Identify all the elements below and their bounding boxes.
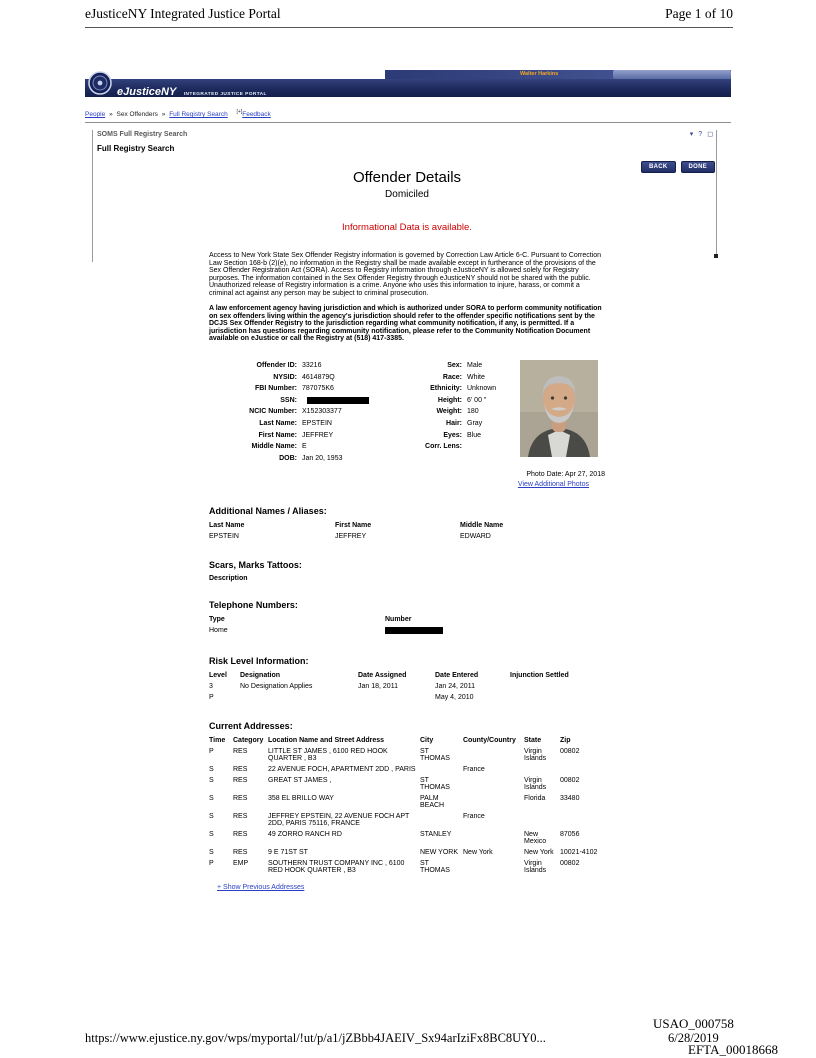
portlet-actions [641,161,715,173]
field-value: Jan 20, 1953 [302,454,343,462]
address-zip: 00802 [560,747,580,755]
informational-data-notice: Informational Data is available. [342,222,472,234]
address-city: NEW YORK [420,848,458,856]
field-value: 180 [467,408,479,416]
phones-table [209,616,605,638]
alias-middle-name: EDWARD [460,532,491,540]
legal-paragraph-2: A law enforcement agency having jurisdiction and which is authorized under SORA to perform community notification on sex offenders living within the agency's jurisdiction should refer to the offender specific notifications sent by the DCJS Sex Offender Registry to the jurisdiction regarding what community notification, if any, is permitted. If a jurisdiction has questions regarding community notification, please refer to the Community Notification Document available on eJustice or call the Registry at (518) 417-3385. [209,305,602,343]
field-row [209,383,409,395]
phones-heading: Telephone Numbers: [209,599,298,610]
address-location: GREAT ST JAMES , [268,776,332,784]
address-county-country [463,775,524,793]
field-value: EPSTEIN [302,419,332,427]
bates-number-usao: USAO_000758 [653,1016,734,1031]
address-row [209,775,605,793]
address-time: S [209,848,214,856]
portal-screenshot [85,70,731,894]
address-zip [560,811,605,829]
address-category: RES [233,776,248,784]
field-label: Height: [437,396,462,404]
show-previous-addresses-link[interactable]: + Show Previous Addresses [217,883,305,891]
col-level: Level [209,671,227,679]
address-zip: 87056 [560,830,580,838]
address-row [209,829,605,847]
brand-name: eJusticeNY [117,86,177,98]
address-location: 358 EL BRILLO WAY [268,794,334,802]
address-row [209,858,605,876]
identity-fields-right [391,360,519,453]
bates-number-efta: EFTA_00018668 [688,1042,778,1057]
address-state [524,811,560,829]
address-category: RES [233,830,248,838]
portlet-kicker: SOMS Full Registry Search [97,131,188,139]
address-zip: 33480 [560,794,580,802]
back-button[interactable]: BACK [641,161,676,173]
address-county-country [463,858,524,876]
risk-row [209,692,605,703]
field-row [209,452,409,464]
address-county-country: France [463,812,485,820]
field-label: Hair: [446,419,462,427]
print-footer-date: 6/28/2019 [668,1031,719,1045]
breadcrumb-people[interactable]: People [85,111,106,119]
field-row [209,406,409,418]
field-row [209,441,409,453]
col-category: Category [233,736,264,744]
portlet-icons [690,131,713,139]
address-time: S [209,776,214,784]
risk-date-entered: May 4, 2010 [435,693,474,701]
field-label: Eyes: [443,431,462,439]
field-value: Male [467,361,483,369]
brand [117,82,267,100]
addresses-table [209,737,605,876]
brand-tagline: INTEGRATED JUSTICE PORTAL [183,92,267,97]
address-location: JEFFREY EPSTEIN, 22 AVENUE FOCH APT 2DD, PARIS 75116, FRANCE [268,812,410,827]
col-first-name: First Name [335,521,372,529]
print-page-number: Page 1 of 10 [665,6,733,21]
field-value: Gray [467,419,483,427]
photo-date: Photo Date: Apr 27, 2018 [526,470,605,478]
field-value: JEFFREY [302,431,334,439]
address-county-country [463,793,524,811]
field-value: 787075K6 [302,385,334,393]
field-row [209,418,409,430]
portlet-left-border [92,130,93,262]
address-location: 22 AVENUE FOCH, APARTMENT 2DD , PARIS [268,765,416,773]
legal-paragraph-1: Access to New York State Sex Offender Registry information is governed by Correction Law Article 6-C. Pursuant to Correction Law Section 168-b (2)(e), no information in the Registry shall be made available except in furtherance of the provisions of the Sex Offender Registration Act (SORA). Access to Registry information through eJusticeNY is allowed solely for Registry purposes. The information contained in the Sex Offender Registry through eJusticeNY should not be shared with the public. Unauthorized release of Registry information is a crime. Anyone who uses this information to injure, harass, or commit a criminal act against any person may be subject to criminal prosecution. [209,252,602,297]
address-row [209,746,605,764]
address-city: ST THOMAS [420,776,450,791]
address-state: Virgin Islands [524,859,547,874]
breadcrumb [85,109,731,118]
address-zip: 00802 [560,776,580,784]
address-time: S [209,812,214,820]
address-county-country [463,746,524,764]
field-label: NCIC Number: [249,408,297,416]
address-time: P [209,747,214,755]
address-row [209,793,605,811]
col-phone-type: Type [209,615,225,623]
risk-injunction [510,692,605,703]
address-city [420,764,463,775]
aliases-heading: Additional Names / Aliases: [209,505,327,516]
address-location: 9 E 71ST ST [268,848,308,856]
field-label: Race: [442,373,462,381]
phone-number [385,625,605,638]
redaction-bar [307,397,369,404]
col-zip: Zip [560,736,571,744]
col-designation: Designation [240,671,281,679]
full-registry-search-portlet [85,123,731,894]
feedback-plus-icon: [+] [236,109,243,115]
field-label: Middle Name: [251,443,297,451]
offender-photo [520,360,598,457]
address-zip [560,764,605,775]
address-county-country: New York [463,848,493,856]
field-label: NYSID: [273,373,297,381]
field-row [391,418,519,430]
portlet-help-icon[interactable]: ? [698,131,703,139]
field-value: White [467,373,485,381]
field-value: Blue [467,431,482,439]
portlet-scrollbar[interactable] [716,130,717,258]
breadcrumb-sex-offenders: Sex Offenders [116,111,158,119]
field-row [391,383,519,395]
address-zip: 00802 [560,859,580,867]
risk-level: P [209,693,214,701]
address-time: S [209,830,214,838]
portlet-title: Full Registry Search [97,144,175,154]
field-label: Corr. Lens: [425,443,462,451]
header-tab [613,70,731,79]
address-location: 49 ZORRO RANCH RD [268,830,342,838]
alias-row [209,531,605,542]
ejusticeny-seal-icon [88,71,112,95]
field-label: Ethnicity: [430,385,462,393]
field-value: Unknown [467,385,497,393]
field-label: Weight: [436,408,462,416]
print-header [85,6,733,28]
field-value: X152303377 [302,408,342,416]
risk-row [209,681,605,692]
address-state [524,764,560,775]
field-row [391,360,519,372]
risk-designation: No Designation Applies [240,682,313,690]
portlet-maximize-icon[interactable]: ◻ [707,131,713,139]
phone-row [209,625,605,638]
col-date-assigned: Date Assigned [358,671,407,679]
address-category: RES [233,794,248,802]
address-state: Virgin Islands [524,776,547,791]
feedback-link[interactable]: Feedback [242,111,271,119]
address-county-country: France [463,765,485,773]
field-value: 4614879Q [302,373,335,381]
address-state: New York [524,848,554,856]
col-date-entered: Date Entered [435,671,479,679]
address-time: P [209,859,214,867]
identity-fields-left [209,360,409,464]
address-location: SOUTHERN TRUST COMPANY INC , 6100 RED HOOK QUARTER , B3 [268,859,405,874]
col-city: City [420,736,434,744]
addresses-heading: Current Addresses: [209,720,293,731]
col-county-country: County/Country [463,736,516,744]
address-time: S [209,765,214,773]
address-row [209,764,605,775]
field-label: Sex: [447,361,462,369]
field-row [209,360,409,372]
page-title: Offender Details [352,169,462,187]
col-time: Time [209,736,226,744]
portlet-menu-icon[interactable]: ▾ [689,131,694,139]
address-time: S [209,794,214,802]
alias-first-name: JEFFREY [335,532,367,540]
address-county-country [463,829,524,847]
user-info [520,71,558,77]
field-row [391,371,519,383]
print-header-title: eJusticeNY Integrated Justice Portal [85,6,281,21]
field-label: FBI Number: [255,385,297,393]
address-row [209,811,605,829]
risk-injunction [510,681,605,692]
field-label: DOB: [279,454,297,462]
field-label: SSN: [280,396,297,404]
address-city [420,811,463,829]
address-city: PALM BEACH [420,794,445,809]
field-label: First Name: [258,431,297,439]
phone-type: Home [209,626,228,634]
offender-identity-fields [209,360,605,466]
address-city: ST THOMAS [420,859,450,874]
field-value: 33216 [302,361,322,369]
view-additional-photos-link[interactable]: View Additional Photos [517,480,589,488]
scars-heading: Scars, Marks Tattoos: [209,559,302,570]
address-city: STANLEY [420,830,452,838]
field-label: Offender ID: [256,361,297,369]
breadcrumb-separator: » [161,111,166,119]
address-category: RES [233,812,248,820]
address-state: Florida [524,794,546,802]
col-injunction-settled: Injunction Settled [510,671,569,679]
field-row [391,394,519,406]
breadcrumb-separator: » [109,111,113,119]
risk-date-assigned [358,692,435,703]
address-category: RES [233,747,248,755]
risk-date-entered: Jan 24, 2011 [435,682,475,690]
field-row [391,441,519,453]
print-footer-url: https://www.ejustice.ny.gov/wps/myportal/!ut/p/a1/jZBbb4JAEIV_Sx94arIziFx8BC8UY0... [85,1031,546,1045]
scrollbar-thumb[interactable] [714,254,718,258]
risk-heading: Risk Level Information: [209,655,309,666]
address-row [209,847,605,858]
col-state: State [524,736,542,744]
col-location: Location Name and Street Address [268,736,385,744]
address-location: LITTLE ST JAMES , 6100 RED HOOK QUARTER , B3 [268,747,388,762]
field-row [391,429,519,441]
risk-level: 3 [209,682,213,690]
risk-table [209,672,605,703]
address-city: ST THOMAS [420,747,450,762]
address-state: Virgin Islands [524,747,547,762]
portal-header [85,70,731,97]
aliases-table [209,522,605,542]
done-button[interactable]: DONE [681,161,716,173]
address-category: RES [233,765,248,773]
field-row [391,406,519,418]
field-value: E [302,443,307,451]
field-row [209,429,409,441]
address-state: New Mexico [524,830,547,845]
address-category: EMP [233,859,249,867]
domiciled-label: Domiciled [385,189,429,201]
field-row [209,394,409,406]
col-last-name: Last Name [209,521,245,529]
field-row [209,371,409,383]
col-phone-number: Number [385,615,412,623]
redaction-bar [385,627,443,634]
address-zip: 10021-4102 [560,848,598,856]
address-category: RES [233,848,248,856]
field-label: Last Name: [259,419,297,427]
risk-date-assigned: Jan 18, 2011 [358,682,398,690]
field-value: 6' 00 " [467,396,487,404]
alias-last-name: EPSTEIN [209,532,239,540]
scars-description-header: Description [209,574,248,582]
user-name: Walter Harkins [520,71,559,77]
offender-details-content [209,169,605,894]
risk-designation [240,692,358,703]
breadcrumb-full-registry-search[interactable]: Full Registry Search [169,111,228,119]
col-middle-name: Middle Name [460,521,504,529]
